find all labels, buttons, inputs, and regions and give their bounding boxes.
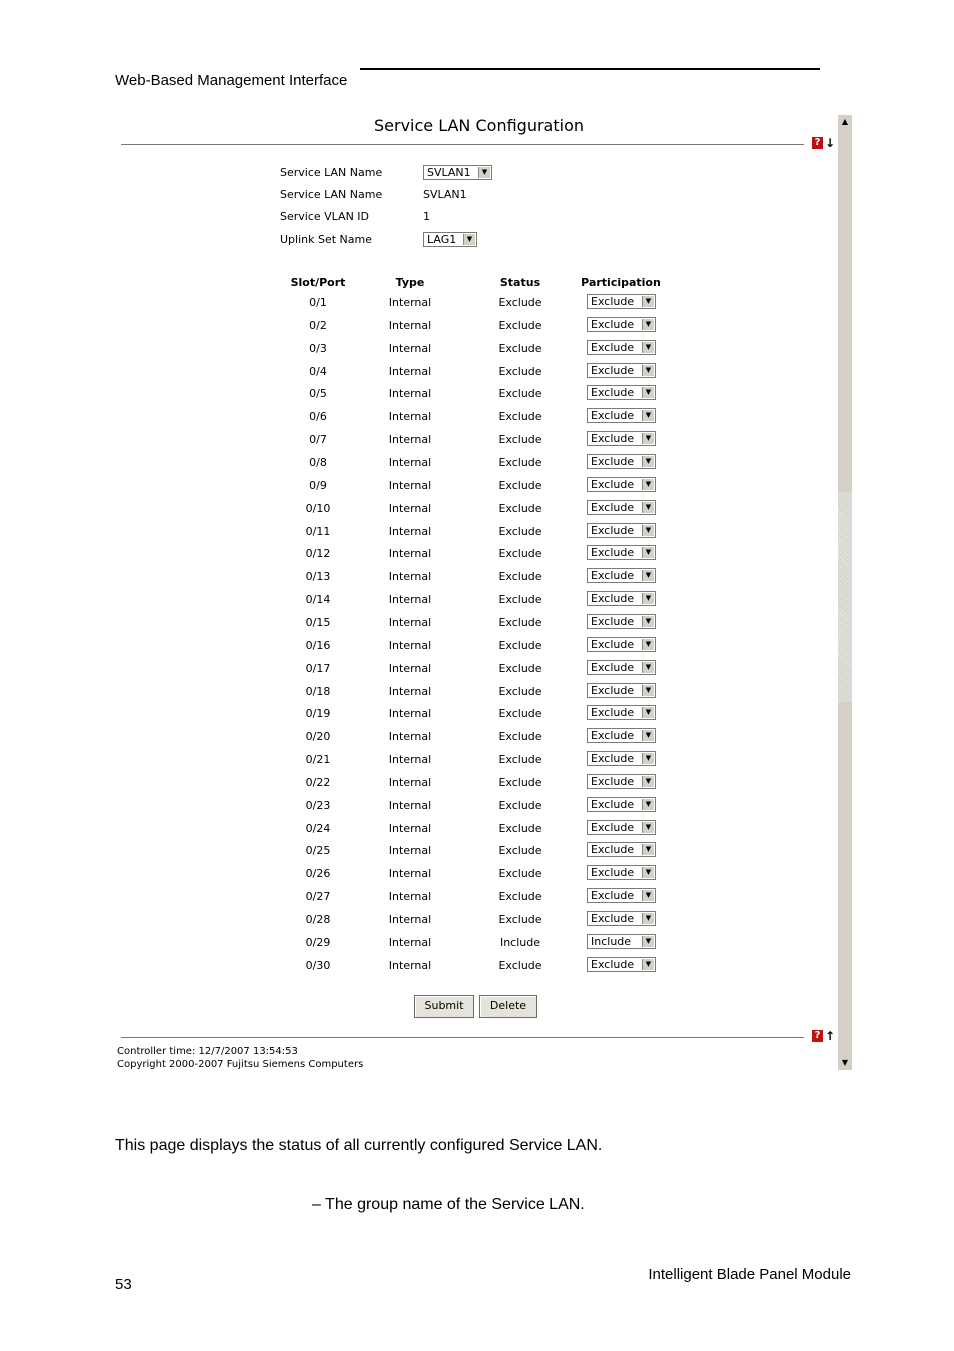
participation-select[interactable] <box>587 934 656 949</box>
status-cell: Exclude <box>498 615 542 629</box>
participation-select[interactable] <box>587 408 656 423</box>
type-cell: Internal <box>388 547 432 561</box>
slot-port-cell: 0/21 <box>305 753 331 766</box>
participation-select[interactable] <box>587 317 656 332</box>
slot-port-cell: 0/28 <box>305 913 331 926</box>
participation-value: Exclude <box>591 660 635 674</box>
service-lan-name-select[interactable] <box>423 165 492 180</box>
column-header-slot-port: Slot/Port <box>290 276 346 289</box>
chevron-down-icon: ▼ <box>642 479 654 490</box>
participation-value: Exclude <box>591 637 635 651</box>
table-row <box>116 431 716 451</box>
slot-port-cell: 0/3 <box>309 341 327 355</box>
participation-select[interactable] <box>587 660 656 675</box>
participation-value: Exclude <box>591 706 635 720</box>
type-cell: Internal <box>388 341 432 355</box>
chevron-down-icon: ▼ <box>642 959 654 970</box>
status-cell: Exclude <box>498 890 542 904</box>
participation-select[interactable] <box>587 751 656 766</box>
slot-port-cell: 0/27 <box>305 890 331 904</box>
document-header: Web-Based Management Interface <box>115 72 348 89</box>
vertical-scrollbar[interactable] <box>838 115 852 1070</box>
table-row <box>116 911 716 931</box>
table-row <box>116 317 716 337</box>
participation-select[interactable] <box>587 842 656 857</box>
participation-value: Exclude <box>591 523 635 537</box>
scrollbar-thumb[interactable] <box>838 492 852 702</box>
chevron-down-icon: ▼ <box>642 822 654 833</box>
page-title: Service LAN Configuration <box>373 116 584 135</box>
status-cell: Exclude <box>498 958 542 972</box>
slot-port-cell: 0/24 <box>305 821 331 835</box>
participation-select[interactable] <box>587 820 656 835</box>
chevron-down-icon: ▼ <box>642 639 654 650</box>
table-row <box>116 340 716 360</box>
status-cell: Exclude <box>498 821 542 835</box>
participation-value: Exclude <box>591 820 635 834</box>
participation-value: Exclude <box>591 455 635 468</box>
type-cell: Internal <box>388 913 432 926</box>
participation-select[interactable] <box>587 888 656 903</box>
type-cell: Internal <box>388 730 432 744</box>
participation-select[interactable] <box>587 431 656 446</box>
participation-value: Exclude <box>591 477 635 491</box>
status-cell: Exclude <box>498 707 542 721</box>
status-cell: Exclude <box>498 775 542 789</box>
participation-value: Exclude <box>591 843 635 857</box>
status-cell: Exclude <box>498 410 542 424</box>
status-cell: Include <box>499 935 541 949</box>
chevron-down-icon: ▼ <box>642 844 654 855</box>
column-header-status: Status <box>499 276 541 289</box>
type-cell: Internal <box>388 821 432 835</box>
status-cell: Exclude <box>498 456 542 469</box>
participation-select[interactable] <box>587 614 656 629</box>
type-cell: Internal <box>388 433 432 447</box>
help-icon[interactable]: ? <box>812 1030 823 1042</box>
product-name: Intelligent Blade Panel Module <box>648 1266 851 1283</box>
table-row <box>116 888 716 908</box>
table-row <box>116 637 716 657</box>
description-text: This page displays the status of all currently configured Service LAN. <box>115 1137 603 1154</box>
submit-button[interactable]: Submit <box>414 995 474 1018</box>
type-cell: Internal <box>388 296 432 309</box>
chevron-down-icon: ▼ <box>642 410 654 421</box>
status-cell: Exclude <box>498 570 542 584</box>
participation-value: Exclude <box>591 432 635 446</box>
type-cell: Internal <box>388 935 432 949</box>
table-row <box>116 934 716 954</box>
participation-value: Exclude <box>591 774 635 788</box>
participation-select[interactable] <box>587 500 656 515</box>
status-cell: Exclude <box>498 684 542 698</box>
chevron-down-icon: ▼ <box>642 296 654 307</box>
type-cell: Internal <box>388 318 432 332</box>
controller-time: Controller time: 12/7/2007 13:54:53 <box>117 1046 298 1057</box>
slot-port-cell: 0/23 <box>305 798 331 812</box>
status-cell: Exclude <box>498 296 542 309</box>
type-cell: Internal <box>388 775 432 789</box>
type-cell: Internal <box>388 364 432 378</box>
chevron-down-icon: ▼ <box>642 342 654 353</box>
type-cell: Internal <box>388 844 432 858</box>
participation-value: Exclude <box>591 409 635 423</box>
participation-select[interactable] <box>587 774 656 789</box>
table-row <box>116 477 716 497</box>
type-cell: Internal <box>388 387 432 401</box>
type-cell: Internal <box>388 456 432 469</box>
status-cell: Exclude <box>498 798 542 812</box>
status-cell: Exclude <box>498 913 542 926</box>
table-row <box>116 683 716 703</box>
table-row <box>116 705 716 725</box>
header-rule <box>360 68 820 70</box>
slot-port-cell: 0/30 <box>305 958 331 972</box>
chevron-down-icon: ▼ <box>642 776 654 787</box>
status-cell: Exclude <box>498 547 542 561</box>
slot-port-cell: 0/12 <box>305 547 331 561</box>
chevron-down-icon: ▼ <box>642 936 654 947</box>
type-cell: Internal <box>388 501 432 515</box>
type-cell: Internal <box>388 638 432 652</box>
status-cell: Exclude <box>498 753 542 766</box>
participation-select[interactable] <box>587 385 656 400</box>
participation-value: Exclude <box>591 295 635 308</box>
status-cell: Exclude <box>498 661 542 675</box>
table-row <box>116 660 716 680</box>
type-cell: Internal <box>388 798 432 812</box>
slot-port-cell: 0/22 <box>305 775 331 789</box>
slot-port-cell: 0/18 <box>305 684 331 698</box>
chevron-down-icon: ▼ <box>642 547 654 558</box>
participation-value: Exclude <box>591 500 635 514</box>
table-row <box>116 728 716 748</box>
chevron-down-icon: ▼ <box>642 730 654 741</box>
type-cell: Internal <box>388 593 432 607</box>
participation-value: Exclude <box>591 683 635 697</box>
slot-port-cell: 0/8 <box>309 456 327 469</box>
participation-select[interactable] <box>587 591 656 606</box>
chevron-down-icon: ▼ <box>642 867 654 878</box>
service-vlan-id-label: Service VLAN ID <box>280 210 370 223</box>
slot-port-cell: 0/10 <box>305 501 331 515</box>
chevron-down-icon: ▼ <box>463 234 475 245</box>
table-row <box>116 865 716 885</box>
type-cell: Internal <box>388 707 432 721</box>
arrow-up-icon[interactable]: ↑ <box>825 1029 836 1043</box>
table-row <box>116 842 716 862</box>
participation-select[interactable] <box>587 477 656 492</box>
status-cell: Exclude <box>498 387 542 401</box>
slot-port-cell: 0/29 <box>305 935 331 949</box>
chevron-down-icon: ▼ <box>642 387 654 398</box>
participation-value: Exclude <box>591 957 635 971</box>
participation-select[interactable] <box>587 454 656 469</box>
status-cell: Exclude <box>498 730 542 744</box>
column-header-participation: Participation <box>581 276 661 289</box>
status-cell: Exclude <box>498 478 542 492</box>
participation-value: Exclude <box>591 912 635 925</box>
slot-port-cell: 0/26 <box>305 867 331 881</box>
chevron-down-icon: ▼ <box>642 685 654 696</box>
slot-port-cell: 0/15 <box>305 615 331 629</box>
slot-port-cell: 0/9 <box>309 478 327 492</box>
type-cell: Internal <box>388 410 432 424</box>
participation-value: Exclude <box>591 546 635 560</box>
help-icon[interactable]: ? <box>812 137 823 149</box>
screenshot-frame <box>116 115 852 1070</box>
service-lan-name-label: Service LAN Name <box>280 166 383 179</box>
table-row <box>116 591 716 611</box>
type-cell: Internal <box>388 661 432 675</box>
type-cell: Internal <box>388 684 432 698</box>
participation-select[interactable] <box>587 637 656 652</box>
service-lan-name-value: SVLAN1 <box>423 188 467 201</box>
slot-port-cell: 0/6 <box>309 410 327 424</box>
slot-port-cell: 0/11 <box>305 524 331 538</box>
participation-select[interactable] <box>587 363 656 378</box>
chevron-down-icon: ▼ <box>642 753 654 764</box>
participation-value: Exclude <box>591 340 635 354</box>
chevron-down-icon: ▼ <box>642 799 654 810</box>
participation-value: Exclude <box>591 797 635 811</box>
type-cell: Internal <box>388 753 432 766</box>
table-row <box>116 820 716 840</box>
participation-select[interactable] <box>587 865 656 880</box>
slot-port-cell: 0/4 <box>309 364 327 378</box>
status-cell: Exclude <box>498 844 542 858</box>
table-row <box>116 774 716 794</box>
participation-value: Exclude <box>591 729 635 743</box>
table-row <box>116 545 716 565</box>
participation-select[interactable] <box>587 294 656 309</box>
copyright: Copyright 2000-2007 Fujitsu Siemens Computers <box>117 1059 364 1070</box>
chevron-down-icon: ▼ <box>642 365 654 376</box>
table-row <box>116 751 716 771</box>
scroll-up-icon[interactable]: ▲ <box>838 115 852 129</box>
participation-value: Exclude <box>591 889 635 903</box>
chevron-down-icon: ▼ <box>642 616 654 627</box>
participation-select[interactable] <box>587 523 656 538</box>
type-cell: Internal <box>388 615 432 629</box>
participation-select[interactable] <box>587 340 656 355</box>
chevron-down-icon: ▼ <box>642 913 654 924</box>
chevron-down-icon: ▼ <box>642 456 654 467</box>
participation-select[interactable] <box>587 797 656 812</box>
slot-port-cell: 0/5 <box>309 387 327 401</box>
status-cell: Exclude <box>498 341 542 355</box>
slot-port-cell: 0/2 <box>309 318 327 332</box>
table-row <box>116 614 716 634</box>
chevron-down-icon: ▼ <box>642 319 654 330</box>
chevron-down-icon: ▼ <box>642 662 654 673</box>
slot-port-cell: 0/17 <box>305 661 331 675</box>
participation-select[interactable] <box>587 911 656 926</box>
status-cell: Exclude <box>498 501 542 515</box>
table-row <box>116 385 716 405</box>
participation-select[interactable] <box>587 545 656 560</box>
uplink-set-name-selected: LAG1 <box>427 233 457 246</box>
participation-value: Exclude <box>591 569 635 583</box>
slot-port-cell: 0/13 <box>305 570 331 584</box>
help-controls-bottom <box>812 1030 835 1042</box>
column-header-type: Type <box>395 276 425 289</box>
table-row <box>116 797 716 817</box>
table-row <box>116 500 716 520</box>
table-row <box>116 363 716 383</box>
type-cell: Internal <box>388 524 432 538</box>
type-cell: Internal <box>388 570 432 584</box>
type-cell: Internal <box>388 958 432 972</box>
status-cell: Exclude <box>498 867 542 881</box>
chevron-down-icon: ▼ <box>642 525 654 536</box>
service-lan-name-label-2: Service LAN Name <box>280 188 383 201</box>
type-cell: Internal <box>388 890 432 904</box>
type-cell: Internal <box>388 478 432 492</box>
chevron-down-icon: ▼ <box>642 593 654 604</box>
chevron-down-icon: ▼ <box>642 570 654 581</box>
participation-select[interactable] <box>587 957 656 972</box>
uplink-set-name-select[interactable] <box>423 232 477 247</box>
divider-top <box>121 144 804 145</box>
table-row <box>116 294 716 314</box>
slot-port-cell: 0/1 <box>309 296 327 309</box>
service-lan-name-selected: SVLAN1 <box>427 166 471 179</box>
participation-select[interactable] <box>587 683 656 698</box>
service-vlan-id-value: 1 <box>423 210 430 223</box>
chevron-down-icon: ▼ <box>642 890 654 901</box>
scroll-down-icon[interactable]: ▼ <box>838 1056 852 1070</box>
field-note: – The group name of the Service LAN. <box>312 1196 585 1213</box>
participation-value: Include <box>591 934 632 948</box>
status-cell: Exclude <box>498 433 542 447</box>
table-row <box>116 454 716 474</box>
participation-select[interactable] <box>587 568 656 583</box>
arrow-down-icon[interactable]: ↓ <box>825 136 836 150</box>
type-cell: Internal <box>388 867 432 881</box>
chevron-down-icon: ▼ <box>478 167 490 178</box>
participation-value: Exclude <box>591 363 635 377</box>
participation-select[interactable] <box>587 728 656 743</box>
chevron-down-icon: ▼ <box>642 433 654 444</box>
slot-port-cell: 0/19 <box>305 707 331 721</box>
chevron-down-icon: ▼ <box>642 502 654 513</box>
participation-value: Exclude <box>591 386 635 400</box>
participation-select[interactable] <box>587 705 656 720</box>
table-row <box>116 568 716 588</box>
participation-value: Exclude <box>591 317 635 331</box>
divider-bottom <box>121 1037 804 1038</box>
delete-button[interactable]: Delete <box>479 995 537 1018</box>
status-cell: Exclude <box>498 593 542 607</box>
slot-port-cell: 0/14 <box>305 593 331 607</box>
slot-port-cell: 0/20 <box>305 730 331 744</box>
slot-port-cell: 0/7 <box>309 433 327 447</box>
status-cell: Exclude <box>498 318 542 332</box>
participation-value: Exclude <box>591 614 635 628</box>
page-number: 53 <box>115 1276 132 1293</box>
status-cell: Exclude <box>498 364 542 378</box>
participation-value: Exclude <box>591 752 635 765</box>
table-row <box>116 957 716 977</box>
table-row <box>116 523 716 543</box>
help-controls-top <box>812 137 835 149</box>
participation-value: Exclude <box>591 592 635 606</box>
chevron-down-icon: ▼ <box>642 707 654 718</box>
status-cell: Exclude <box>498 524 542 538</box>
slot-port-cell: 0/16 <box>305 638 331 652</box>
status-cell: Exclude <box>498 638 542 652</box>
table-row <box>116 408 716 428</box>
uplink-set-name-label: Uplink Set Name <box>280 233 372 246</box>
participation-value: Exclude <box>591 866 635 880</box>
slot-port-cell: 0/25 <box>305 844 331 858</box>
